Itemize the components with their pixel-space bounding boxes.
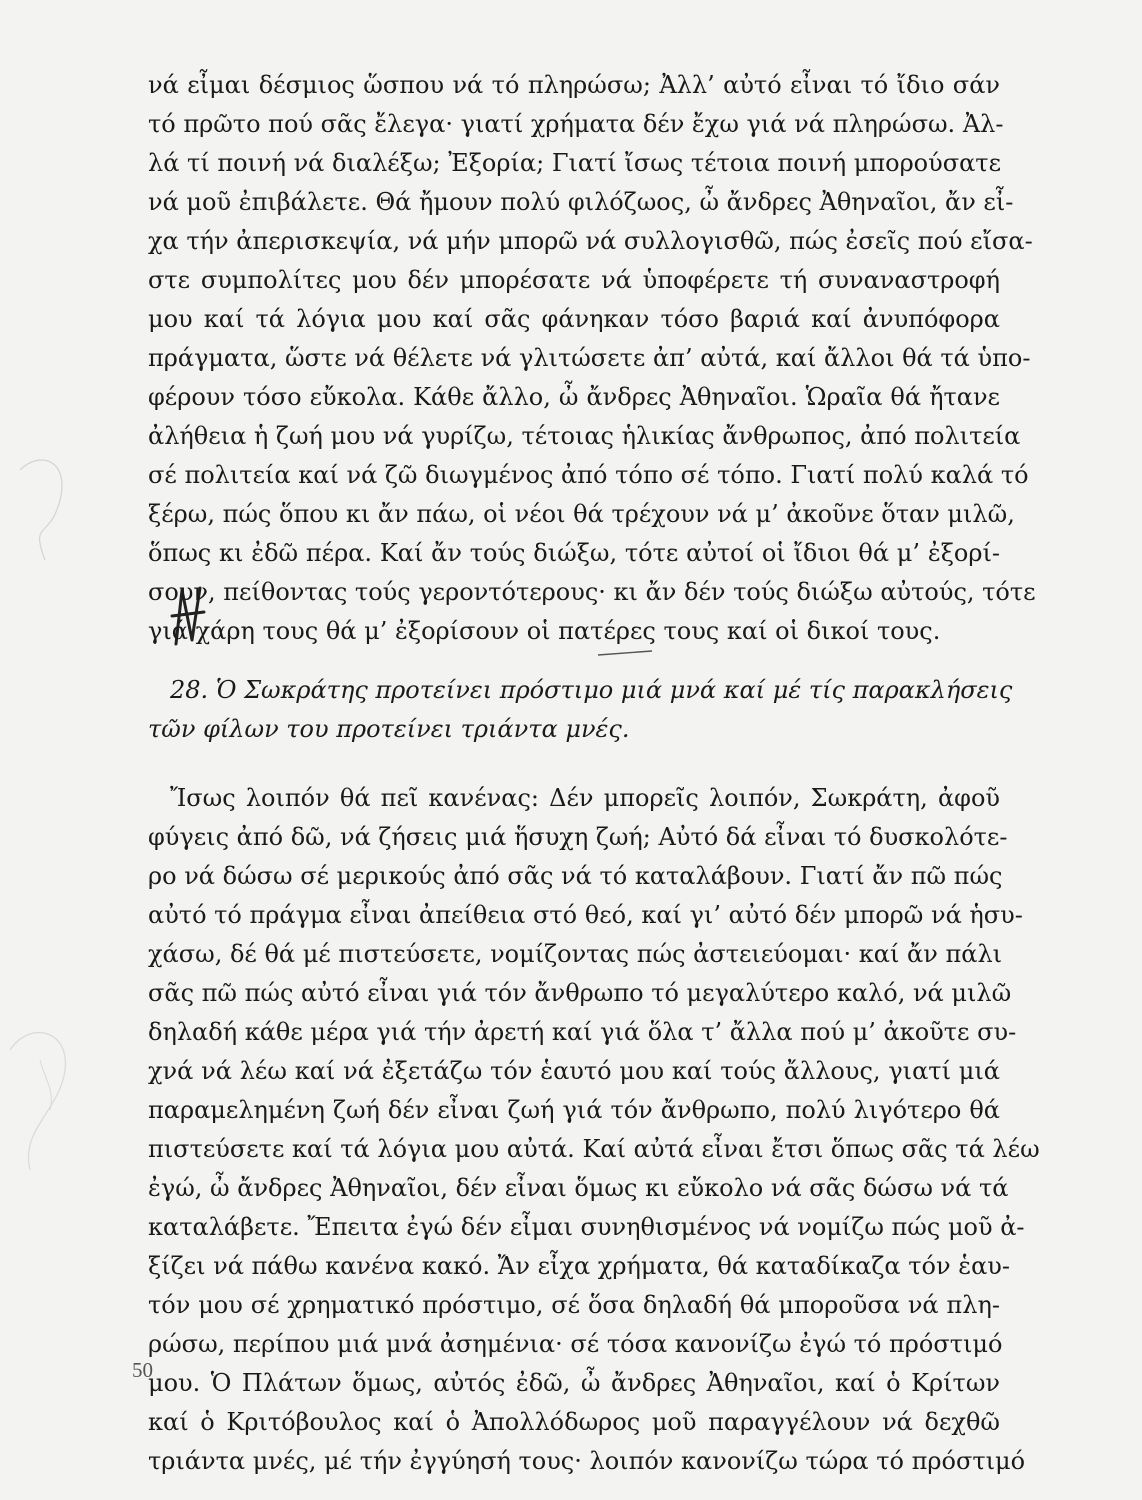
text-line: πιστεύσετε καί τά λόγια μου αὐτά. Καί αὐτά εἶναι ἔτσι ὅπως σᾶς τά λέω: [148, 1135, 1040, 1163]
text-line: φέρουν τόσο εὔκολα. Κάθε ἄλλο, ὦ ἄνδρες Ἀθηναῖοι. Ὡραῖα θά ἤτανε: [148, 383, 1000, 411]
text-line: χάσω, δέ θά μέ πιστεύσετε, νομίζοντας πώς ἀστειεύομαι· καί ἄν πάλι: [148, 940, 1003, 968]
text-line: μου καί τά λόγια μου καί σᾶς φάνηκαν τόσο βαριά καί ἀνυπόφορα: [148, 305, 1000, 333]
text-line: σουν, πείθοντας τούς γεροντότερους· κι ἄν δέν τούς διώξω αὐτούς, τότε: [148, 578, 1036, 606]
section-heading-text: Ὁ Σωκράτης προτείνει πρόστιμο μιά μνά καί μέ τίς παρακλήσεις: [215, 676, 1013, 704]
text-line: ὅπως κι ἐδῶ πέρα. Καί ἄν τούς διώξω, τότε αὐτοί οἱ ἴδιοι θά μ’ ἐξορί-: [148, 539, 1000, 567]
text-line: νά εἶμαι δέσμιος ὥσπου νά τό πληρώσω; Ἀλλ’ αὐτό εἶναι τό ἴδιο σάν: [148, 71, 1000, 99]
text-line: Ἴσως λοιπόν θά πεῖ κανένας: Δέν μπορεῖς λοιπόν, Σωκράτη, ἀφοῦ: [170, 784, 1000, 812]
text-line: λά τί ποινή νά διαλέξω; Ἐξορία; Γιατί ἴσως τέτοια ποινή μπορούσατε: [148, 149, 1002, 177]
section-heading-line: [170, 671, 1013, 710]
text-line: σέ πολιτεία καί νά ζῶ διωγμένος ἀπό τόπο σέ τόπο. Γιατί πολύ καλά τό: [148, 461, 1029, 489]
text-line: χα τήν ἀπερισκεψία, νά μήν μπορῶ νά συλλογισθῶ, πώς ἐσεῖς πού εἴσα-: [148, 227, 1033, 255]
text-line: φύγεις ἀπό δῶ, νά ζήσεις μιά ἥσυχη ζωή; Αὐτό δά εἶναι τό δυσκολότε-: [148, 823, 1008, 851]
section-heading-line: τῶν φίλων του προτείνει τριάντα μνές.: [148, 715, 630, 743]
body-text: [148, 66, 1040, 1481]
paragraph-after: [148, 779, 1040, 1481]
text-line: χνά νά λέω καί νά ἐξετάζω τόν ἑαυτό μου καί τούς ἄλλους, γιατί μιά: [148, 1057, 1000, 1085]
text-line: αὐτό τό πράγμα εἶναι ἀπείθεια στό θεό, καί γι’ αὐτό δέν μπορῶ νά ἡσυ-: [148, 901, 1023, 929]
text-line: νά μοῦ ἐπιβάλετε. Θά ἤμουν πολύ φιλόζωος, ὦ ἄνδρες Ἀθηναῖοι, ἄν εἶ-: [148, 188, 1014, 216]
text-line: ἀλήθεια ἡ ζωή μου νά γυρίζω, τέτοιας ἡλικίας ἄνθρωπος, ἀπό πολιτεία: [148, 422, 1021, 450]
text-line: τριάντα μνές, μέ τήν ἐγγύησή τους· λοιπόν κανονίζω τώρα τό πρόστιμό: [148, 1447, 1026, 1475]
text-line: καταλάβετε. Ἔπειτα ἐγώ δέν εἶμαι συνηθισμένος νά νομίζω πώς μοῦ ἀ-: [148, 1213, 1025, 1241]
text-line: πράγματα, ὥστε νά θέλετε νά γλιτώσετε ἀπ’ αὐτά, καί ἄλλοι θά τά ὑπο-: [148, 344, 1031, 372]
text-line: δηλαδή κάθε μέρα γιά τήν ἀρετή καί γιά ὅλα τ’ ἄλλα πού μ’ ἀκοῦτε συ-: [148, 1018, 1017, 1046]
pencil-doodle-margin: [0, 430, 120, 1190]
text-line: σᾶς πῶ πώς αὐτό εἶναι γιά τόν ἄνθρωπο τό μεγαλύτερο καλό, νά μιλῶ: [148, 979, 1012, 1007]
text-line: γιά χάρη τους θά μ’ ἐξορίσουν οἱ πατέρες τους καί οἱ δικοί τους.: [148, 617, 941, 645]
text-line: στε συμπολίτες μου δέν μπορέσατε νά ὑποφέρετε τή συναναστροφή: [148, 266, 1000, 294]
text-line: παραμελημένη ζωή δέν εἶναι ζωή γιά τόν ἄνθρωπο, πολύ λιγότερο θά: [148, 1096, 1000, 1124]
text-line: ρο νά δώσω σέ μερικούς ἀπό σᾶς νά τό καταλάβουν. Γιατί ἄν πῶ πώς: [148, 862, 1003, 890]
text-line: ἐγώ, ὦ ἄνδρες Ἀθηναῖοι, δέν εἶναι ὅμως κι εὔκολο νά σᾶς δώσω νά τά: [148, 1174, 1009, 1202]
text-line: τόν μου σέ χρηματικό πρόστιμο, σέ ὅσα δηλαδή θά μποροῦσα νά πλη-: [148, 1291, 1000, 1319]
page-number: 50: [132, 1358, 153, 1382]
paragraph-before: [148, 66, 1036, 651]
text-line: ρώσω, περίπου μιά μνά ἀσημένια· σέ τόσα κανονίζω ἐγώ τό πρόστιμό: [148, 1330, 1003, 1358]
text-line: ξίζει νά πάθω κανένα κακό. Ἄν εἶχα χρήματα, θά καταδίκαζα τόν ἑαυ-: [148, 1252, 1010, 1280]
section-heading: [148, 671, 1013, 749]
text-line: καί ὁ Κριτόβουλος καί ὁ Ἀπολλόδωρος μοῦ παραγγέλουν νά δεχθῶ: [148, 1408, 1000, 1436]
text-line: ξέρω, πώς ὅπου κι ἄν πάω, οἱ νέοι θά τρέχουν νά μ’ ἀκοῦνε ὅταν μιλῶ,: [148, 500, 1015, 528]
text-line: τό πρῶτο πού σᾶς ἔλεγα· γιατί χρήματα δέν ἔχω γιά νά πληρώσω. Ἀλ-: [148, 110, 1004, 138]
text-line: μου. Ὁ Πλάτων ὅμως, αὐτός ἐδῶ, ὦ ἄνδρες Ἀθηναῖοι, καί ὁ Κρίτων: [148, 1369, 1000, 1397]
section-number: 28.: [170, 676, 209, 704]
